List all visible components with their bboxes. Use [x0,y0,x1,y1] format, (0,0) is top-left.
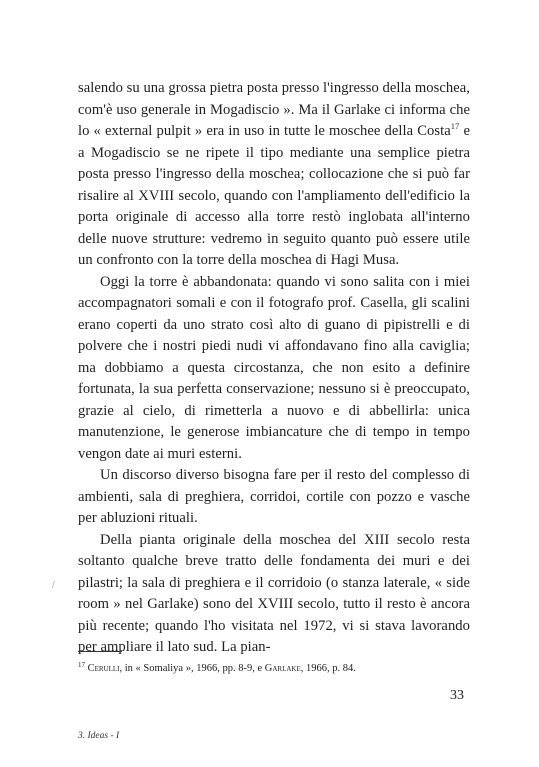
footnote-reference: 17 [450,121,460,131]
footnote-text-1: , in « Somaliya », 1966, pp. 8-9, e [119,663,265,674]
paragraph-3: Un discorso diverso bisogna fare per il resto del complesso di ambienti, sala di preghiera, corridoi, cortile con pozzo e vasche per abluzioni rituali. [78,467,470,526]
paragraph-1-text-b: e a Mogadiscio se ne ripete il tipo mediante una semplice pietra posta presso l'ingresso della moschea; collocazione che si può far risalire al XVIII secolo, quando con l'ampliamento dell'edificio la porta originale di accesso alla torre restò inglobata all'interno delle nuove strutture: vedremo in seguito quanto può essere utile un confronto con la torre della moschea di Hagi Musa. [78,123,470,268]
main-text [78,78,470,659]
paragraph-2: Oggi la torre è abbandonata: quando vi sono salita con i miei accompagnatori somali e con il fotografo prof. Casella, gli scalini erano coperti da uno strato così alto di guano di pipistrelli e di polvere che i nostri piedi nudi vi affondavano fino alla caviglia; ma dobbiamo a questa circostanza, che non esito a definire fortunata, la sua perfetta conservazione; nessuno si è preoccupato, grazie al cielo, di rimetterla a nuovo e di abbellirla: unica manutenzione, le generose imbiancature che di tempo in tempo vengon date ai muri esterni. [78,273,470,462]
footnote-author-2: Garlake [264,663,301,674]
paragraph-1 [78,78,470,272]
footnote [78,658,470,676]
footnote-text-2: , 1966, p. 84. [300,663,356,674]
page-number: 33 [450,688,464,703]
footnote-number: 17 [78,661,85,669]
paragraph-4: Della pianta originale della moschea del XIII secolo resta soltanto qualche breve tratto delle fondamenta dei muri e dei pilastri; la sala di preghiera e il corridoio (o stanza laterale, « side room » nel Garlake) sono del XVIII secolo, tutto il resto è ancora più recente; quando l'ho visitata nel 1972, vi si stava lavorando per ampliare il lato sud. La pian- [78,531,470,655]
margin-mark: / [52,580,55,591]
footnote-author-1: Cerulli [87,663,120,674]
footnote-rule [78,651,122,652]
paragraph-1-text-a: salendo su una grossa pietra posta presso l'ingresso della moschea, com'è uso generale in Mogadiscio ». Ma il Garlake ci informa che lo « external pulpit » era in uso in tutte le moschee della Costa [78,80,470,139]
printer-signature: 3. Ideas - I [78,731,120,741]
